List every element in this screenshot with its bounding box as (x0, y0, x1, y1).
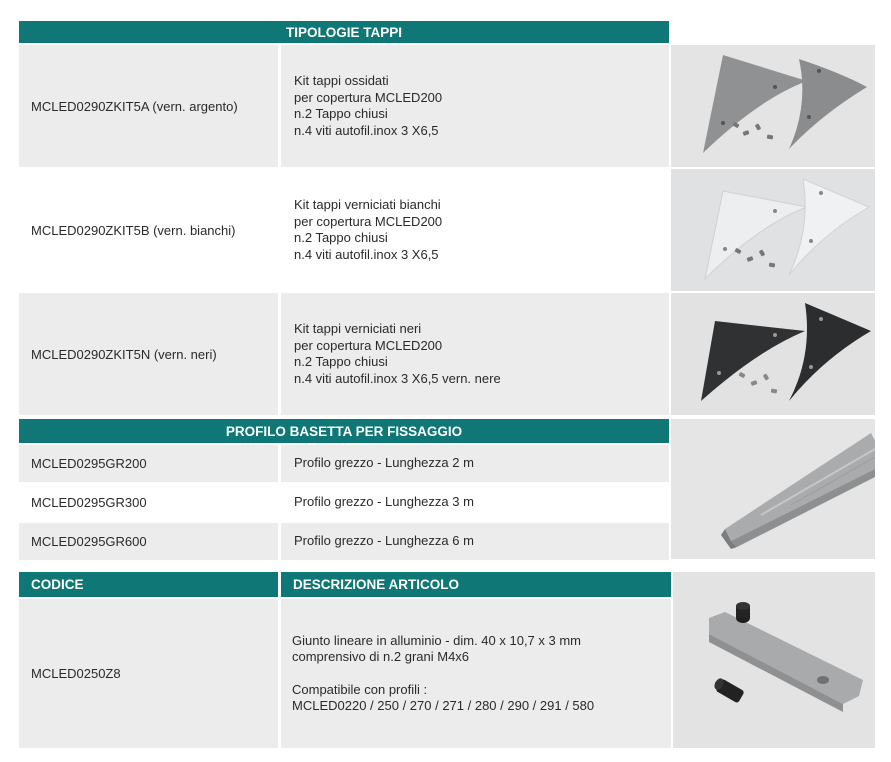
table-row-desc-cell (281, 445, 669, 482)
desc-line: Kit tappi verniciati bianchi (294, 197, 441, 212)
desc-line: n.4 viti autofil.inox 3 X6,5 vern. nere (294, 370, 501, 386)
desc-line: Kit tappi verniciati neri (294, 321, 422, 336)
grey-end-caps-icon (671, 45, 875, 167)
table-row-desc-cell (281, 599, 671, 748)
product-code: MCLED0290ZKIT5N (vern. neri) (31, 346, 217, 362)
linear-joint-icon (673, 572, 875, 748)
table-row-code-cell (19, 599, 278, 748)
desc-line: MCLED0220 / 250 / 270 / 271 / 280 / 290 / 291 / 580 (292, 698, 595, 713)
grey-end-caps-image (671, 45, 875, 167)
desc-line: n.2 Tappo chiusi (294, 106, 388, 121)
tappi-section-title: TIPOLOGIE TAPPI (285, 24, 402, 40)
product-code: MCLED0290ZKIT5B (vern. bianchi) (31, 222, 236, 238)
desc-line: Giunto lineare in alluminio - dim. 40 x 10,7 x 3 mm (292, 632, 582, 648)
desc-line: Kit tappi ossidati (294, 73, 389, 88)
table-row-desc-cell (281, 484, 669, 521)
linear-joint-image (673, 572, 875, 748)
desc-line: n.4 viti autofil.inox 3 X6,5 (294, 246, 439, 262)
product-code: MCLED0295GR600 (31, 534, 147, 549)
white-end-caps-image (671, 169, 875, 291)
tappi-section-header (19, 21, 669, 43)
desc-column-header (281, 572, 671, 597)
table-row-code-cell (19, 45, 278, 167)
desc-line: n.2 Tappo chiusi (294, 230, 388, 245)
black-end-caps-image (671, 293, 875, 415)
basetta-section-header (19, 419, 669, 443)
black-end-caps-icon (671, 293, 875, 415)
product-code: MCLED0295GR300 (31, 495, 147, 510)
table-row-code-cell (19, 293, 278, 415)
desc-line: comprensivo di n.2 grani M4x6 (292, 649, 470, 664)
table-row-code-cell (19, 445, 278, 482)
table-row-code-cell (19, 169, 278, 291)
product-desc: Profilo grezzo - Lunghezza 2 m (294, 455, 474, 471)
product-desc: Profilo grezzo - Lunghezza 6 m (294, 533, 474, 549)
desc-line: Compatibile con profili : (292, 681, 428, 697)
code-column-header (19, 572, 278, 597)
product-code: MCLED0250Z8 (31, 666, 121, 681)
table-row-code-cell (19, 523, 278, 560)
product-code: MCLED0290ZKIT5A (vern. argento) (31, 98, 238, 114)
desc-column-title: DESCRIZIONE ARTICOLO (293, 577, 460, 592)
basetta-section-title: PROFILO BASETTA PER FISSAGGIO (225, 423, 463, 439)
desc-line: n.2 Tappo chiusi (294, 354, 388, 369)
table-row-desc-cell (281, 523, 669, 560)
desc-line: per copertura MCLED200 (294, 89, 443, 105)
aluminium-profile-icon (671, 419, 875, 559)
code-column-title: CODICE (31, 577, 84, 592)
desc-line: n.4 viti autofil.inox 3 X6,5 (294, 122, 439, 138)
table-row-desc-cell (281, 293, 669, 415)
product-desc: Profilo grezzo - Lunghezza 3 m (294, 494, 474, 510)
white-end-caps-icon (671, 169, 875, 291)
table-row-desc-cell (281, 169, 669, 291)
product-code: MCLED0295GR200 (31, 456, 147, 471)
table-row-desc-cell (281, 45, 669, 167)
desc-line: per copertura MCLED200 (294, 337, 443, 353)
desc-line: per copertura MCLED200 (294, 213, 443, 229)
table-row-code-cell (19, 484, 278, 521)
aluminium-profile-image (671, 419, 875, 559)
